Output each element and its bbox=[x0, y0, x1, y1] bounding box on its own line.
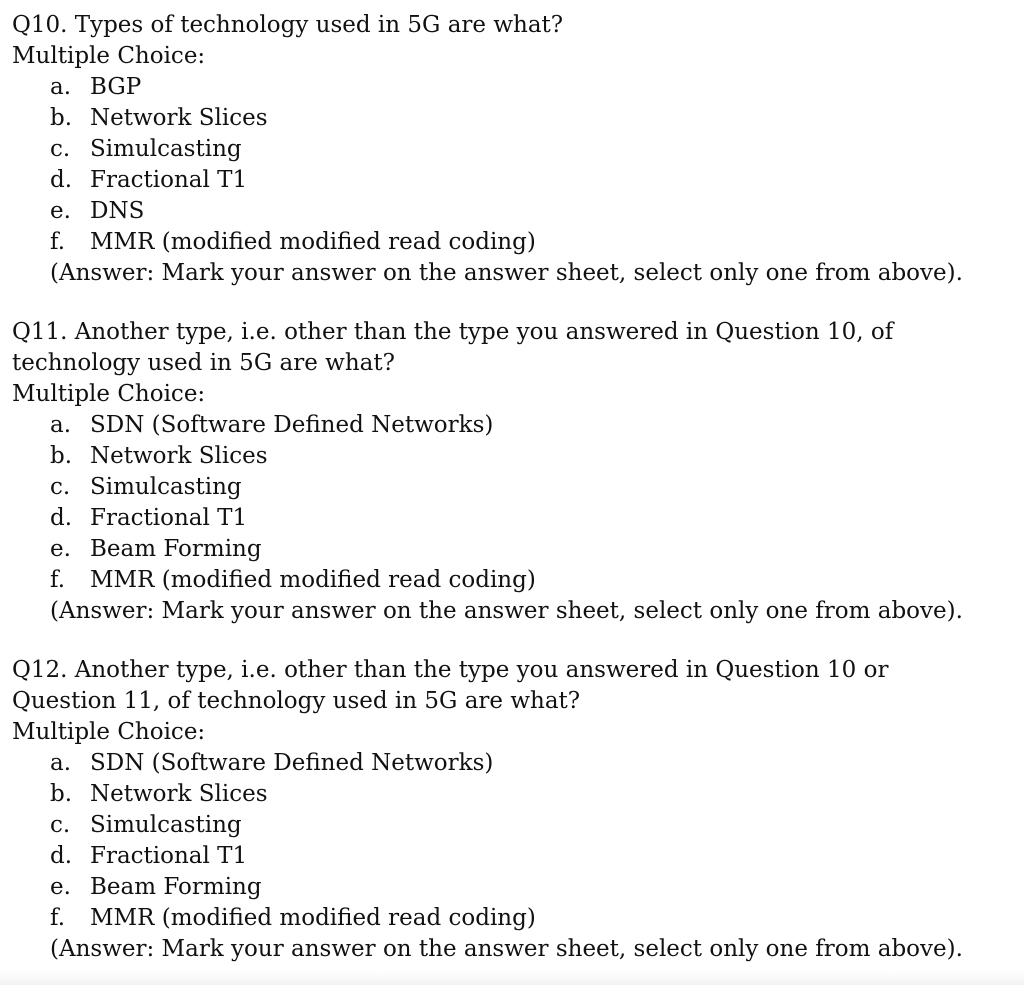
option-letter: c. bbox=[50, 474, 71, 500]
option-letter: f. bbox=[50, 905, 66, 931]
answer-instruction: (Answer: Mark your answer on the answer sheet, select only one from above). bbox=[50, 260, 963, 286]
option-item bbox=[50, 72, 1012, 103]
question-text: Q12. Another type, i.e. other than the type you answered in Question 10 or Question 11, of technology used in 5G are what? bbox=[12, 657, 889, 714]
option-text: Simulcasting bbox=[90, 136, 242, 162]
option-text: MMR (modified modified read coding) bbox=[90, 229, 536, 255]
option-letter: f. bbox=[50, 567, 66, 593]
question-text: Q10. Types of technology used in 5G are what? bbox=[12, 12, 564, 38]
question-type-label: Multiple Choice: bbox=[12, 719, 206, 745]
option-item bbox=[50, 227, 1012, 258]
option-letter: e. bbox=[50, 536, 71, 562]
option-item bbox=[50, 441, 1012, 472]
option-letter: b. bbox=[50, 105, 73, 131]
option-list bbox=[50, 72, 1012, 258]
option-item bbox=[50, 565, 1012, 596]
option-item bbox=[50, 903, 1012, 934]
option-text: Simulcasting bbox=[90, 812, 242, 838]
option-item bbox=[50, 748, 1012, 779]
option-letter: a. bbox=[50, 74, 72, 100]
option-text: BGP bbox=[90, 74, 142, 100]
option-text: MMR (modified modified read coding) bbox=[90, 567, 536, 593]
option-item bbox=[50, 841, 1012, 872]
option-list bbox=[50, 748, 1012, 934]
option-text: MMR (modified modified read coding) bbox=[90, 905, 536, 931]
question-block-q11 bbox=[12, 317, 1012, 627]
answer-instruction: (Answer: Mark your answer on the answer sheet, select only one from above). bbox=[50, 936, 963, 962]
option-letter: b. bbox=[50, 781, 73, 807]
option-text: Simulcasting bbox=[90, 474, 242, 500]
option-item bbox=[50, 165, 1012, 196]
option-item bbox=[50, 472, 1012, 503]
option-letter: e. bbox=[50, 198, 71, 224]
question-text: Q11. Another type, i.e. other than the type you answered in Question 10, of technology used in 5G are what? bbox=[12, 319, 894, 376]
option-letter: e. bbox=[50, 874, 71, 900]
option-text: SDN (Software Defined Networks) bbox=[90, 750, 494, 776]
answer-instruction: (Answer: Mark your answer on the answer sheet, select only one from above). bbox=[50, 598, 963, 624]
option-item bbox=[50, 534, 1012, 565]
question-block-q10 bbox=[12, 10, 1012, 289]
option-letter: b. bbox=[50, 443, 73, 469]
option-text: Fractional T1 bbox=[90, 167, 248, 193]
option-item bbox=[50, 872, 1012, 903]
option-text: SDN (Software Defined Networks) bbox=[90, 412, 494, 438]
option-text: Beam Forming bbox=[90, 536, 262, 562]
option-text: Fractional T1 bbox=[90, 505, 248, 531]
option-letter: c. bbox=[50, 812, 71, 838]
option-text: DNS bbox=[90, 198, 145, 224]
option-text: Beam Forming bbox=[90, 874, 262, 900]
question-type-label: Multiple Choice: bbox=[12, 43, 206, 69]
option-list bbox=[50, 410, 1012, 596]
option-item bbox=[50, 410, 1012, 441]
option-letter: a. bbox=[50, 750, 72, 776]
option-text: Fractional T1 bbox=[90, 843, 248, 869]
option-letter: a. bbox=[50, 412, 72, 438]
option-item bbox=[50, 103, 1012, 134]
document-body bbox=[12, 10, 1012, 993]
option-letter: c. bbox=[50, 136, 71, 162]
question-block-q12 bbox=[12, 655, 1012, 965]
option-item bbox=[50, 810, 1012, 841]
option-item bbox=[50, 196, 1012, 227]
option-letter: d. bbox=[50, 167, 73, 193]
option-letter: d. bbox=[50, 843, 73, 869]
option-text: Network Slices bbox=[90, 781, 268, 807]
option-letter: f. bbox=[50, 229, 66, 255]
option-letter: d. bbox=[50, 505, 73, 531]
option-item bbox=[50, 779, 1012, 810]
page-bottom-edge bbox=[0, 971, 1024, 985]
option-item bbox=[50, 134, 1012, 165]
option-text: Network Slices bbox=[90, 443, 268, 469]
question-type-label: Multiple Choice: bbox=[12, 381, 206, 407]
option-item bbox=[50, 503, 1012, 534]
option-text: Network Slices bbox=[90, 105, 268, 131]
